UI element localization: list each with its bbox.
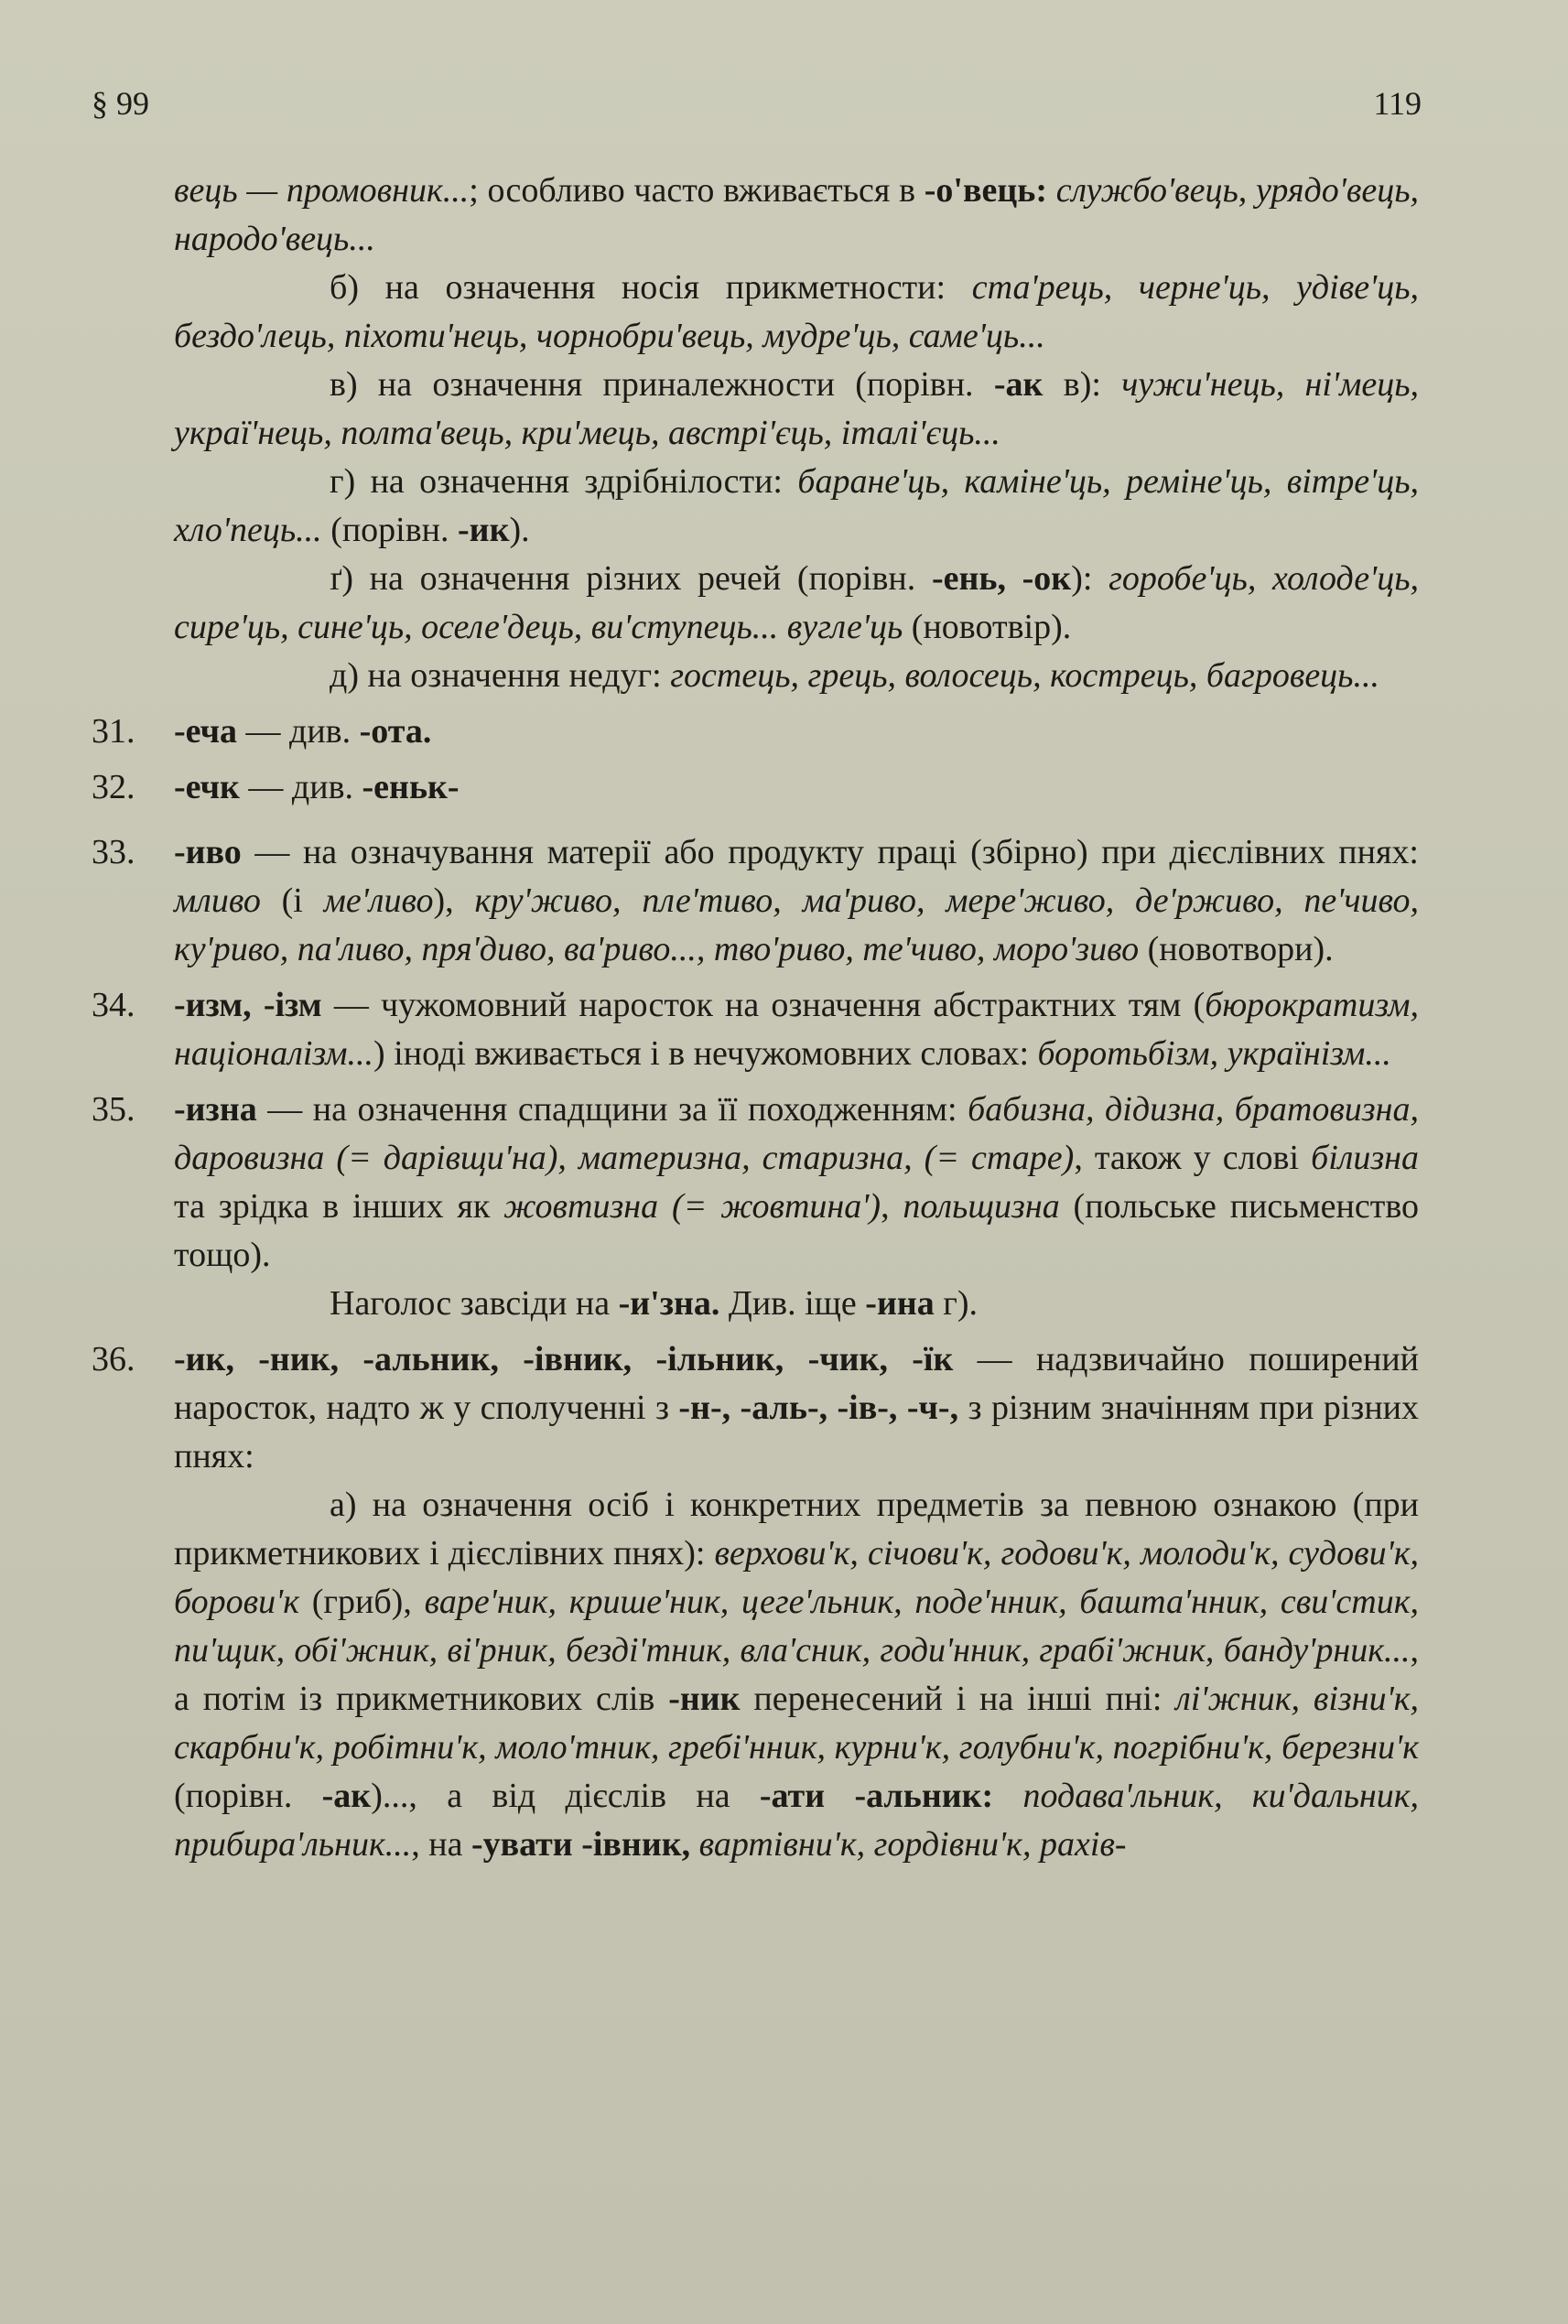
entry-31 (92, 708, 1419, 756)
paragraph-g: г) на означення здрібнілости: баране'ць, каміне'ць, реміне'ць, вітре'ць, хло'пець... (порівн. -ик). (174, 462, 1420, 549)
entry-number: 32. (92, 768, 135, 806)
page-number: 119 (1373, 85, 1422, 122)
entry-number: 36. (92, 1340, 135, 1378)
page-text (92, 167, 1419, 1869)
paragraph-36a: а) на означення осіб і конкретних предметів за певною ознакою (при прикметникових і дієслівних пнях): верхови'к, січови'к, годови'к, молоди'к, судови'к, борови'к (гриб), варе'ник, крише'ник, цеге'льник, поде'нник, башта'нник, сви'стик, пи'щик, обі'жник, ві'рник, безді'тник, вла'сник, годи'нник, грабі'жник, банду'рник..., а потім із прикметникових слів -ник перенесений і на інші пні: лі'жник, візни'к, скарбни'к, робітни'к, моло'тник, гребі'нник, курни'к, голубни'к, погрібни'к, березни'к (порівн. -ак)..., а від дієслів на -ати -альник: подава'льник, ки'дальник, прибира'льник..., на -увати -івник, вартівни'к, гордівни'к, рахів- (174, 1486, 1420, 1864)
entry-34 (92, 981, 1419, 1078)
entry-35 (92, 1086, 1419, 1280)
entry-number: 34. (92, 986, 135, 1024)
entry-text: -иво — на означування матерії або продукту праці (збірно) при дієслівних пнях: мливо (і ме'ливо), кру'живо, пле'тиво, ма'риво, мере'живо, де'рживо, пе'чиво, ку'риво, па'ливо, пря'диво, ва'риво..., тво'риво, те'чиво, моро'зиво (новотвори). (174, 833, 1420, 968)
section-number: § 99 (92, 85, 149, 122)
entry-36 (92, 1335, 1419, 1481)
paragraph-continuation: вець — промовник...; особливо часто вживається в -о'вець: службо'вець, урядо'вець, народо'вець... (174, 171, 1420, 258)
entry-text: -ик, -ник, -альник, -івник, -ільник, -чик, -їк — надзвичайно поширений наросток, надто ж у сполученні з -н-, -аль-, -ів-, -ч-, з різним значінням при різних пнях: (174, 1340, 1419, 1475)
entry-text: -изна — на означення спадщини за її походженням: бабизна, дідизна, братовизна, даровизна (= дарівщи'на), материзна, старизна, (= старе), також у слові білизна та зрідка в інших як жовтизна (= жовтина'), польщизна (польське письменство тощо). (174, 1090, 1420, 1274)
entry-number: 33. (92, 833, 135, 871)
entry-number: 35. (92, 1090, 135, 1129)
paragraph-gg: ґ) на означення різних речей (порівн. -ень, -ок): горобе'ць, холоде'ць, сире'ць, сине'ць, оселе'дець, ви'ступець... вугле'ць (новотвір). (174, 559, 1419, 646)
entry-32 (92, 763, 1419, 812)
entry-text: -еча — див. -ота. (174, 712, 432, 751)
entry-text: -ечк — див. -еньк- (174, 768, 460, 806)
paragraph-b: б) на означення носія прикметности: ста'рець, черне'ць, удіве'ць, бездо'лець, піхоти'нець, чорнобри'вець, мудре'ць, саме'ць... (174, 268, 1419, 355)
paragraph-d: д) на означення недуг: гостець, грець, волосець, кострець, багровець... (330, 656, 1379, 695)
stress-note: Наголос завсіди на -и'зна. Див. іще -ина г). (330, 1284, 978, 1323)
entry-text: -изм, -ізм — чужомовний наросток на означення абстрактних тям (бюрократизм, націоналізм...) іноді вживається і в нечужомовних словах: боротьбізм, українізм... (174, 986, 1419, 1073)
entry-number: 31. (92, 712, 135, 751)
entry-33 (92, 828, 1419, 974)
paragraph-v: в) на означення приналежности (порівн. -ак в): чужи'нець, ні'мець, украї'нець, полта'вець, кри'мець, австрі'єць, італі'єць... (174, 365, 1420, 452)
running-head (92, 84, 1422, 123)
